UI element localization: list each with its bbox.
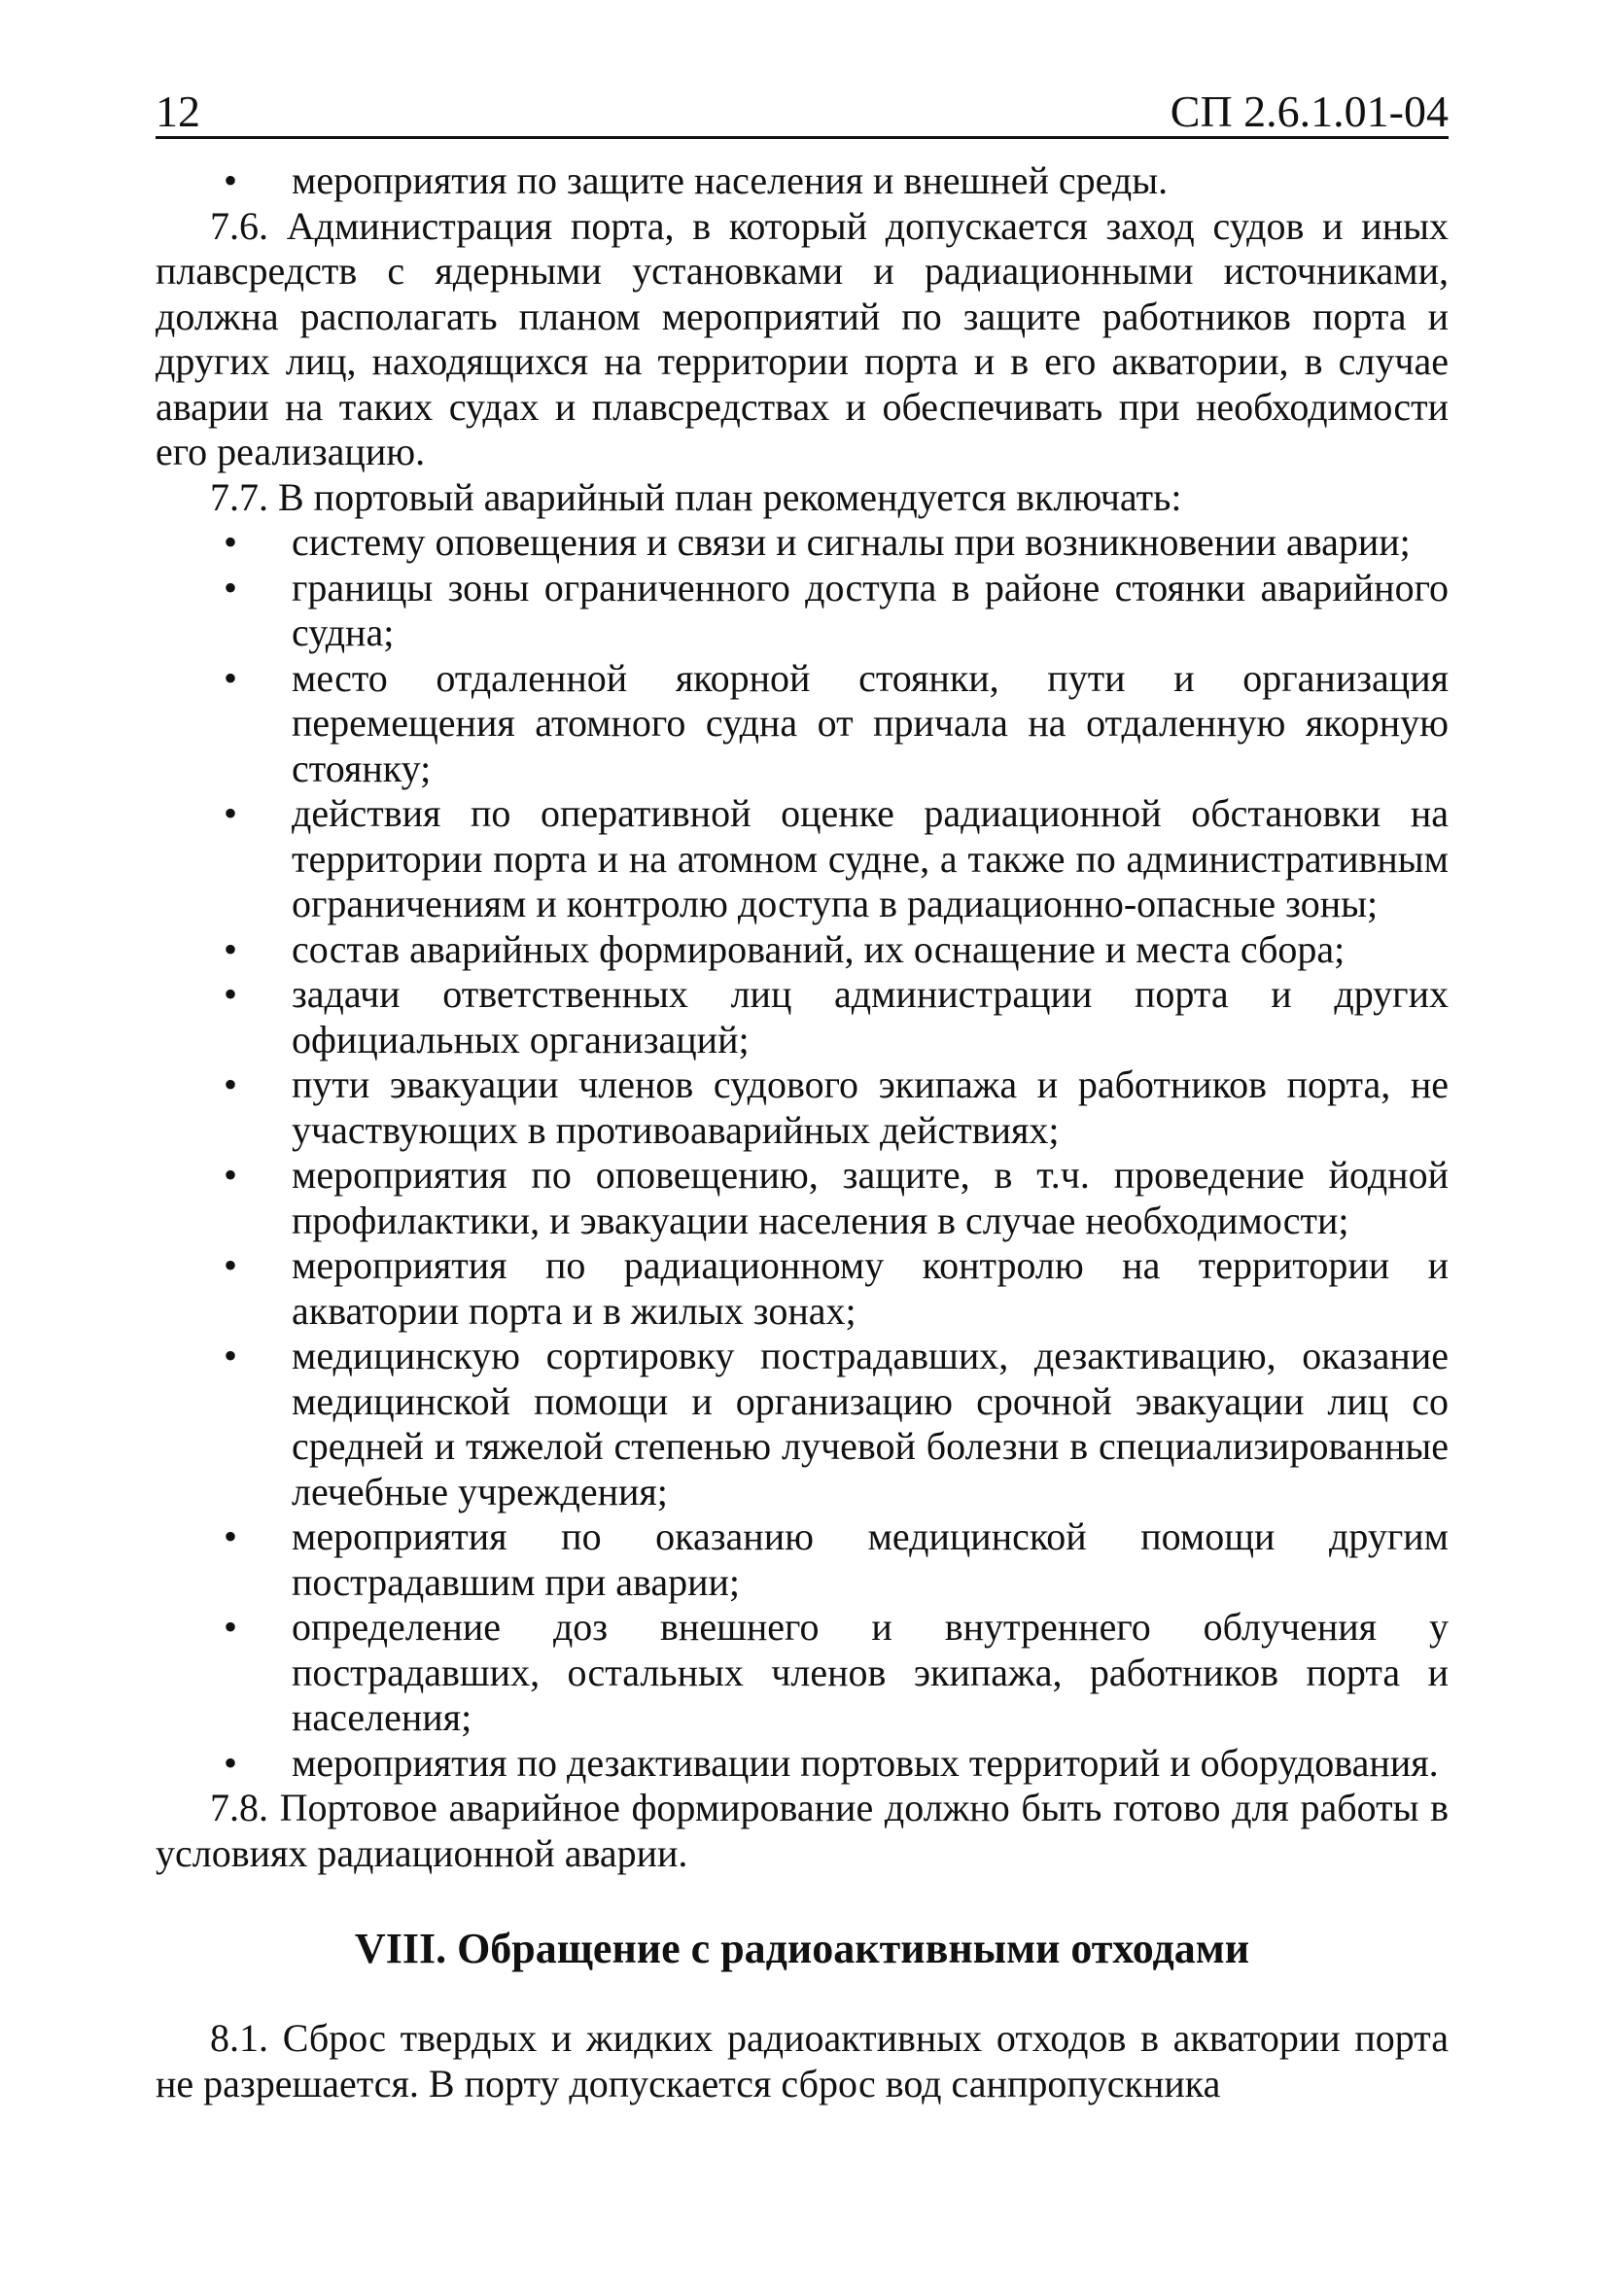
paragraph-7-7: 7.7. В портовый аварийный план рекомендуется включать: bbox=[210, 474, 1182, 519]
section-title: VIII. Обращение с радиоактивными отходами bbox=[354, 1925, 1250, 1972]
document-page bbox=[156, 78, 1449, 2106]
paragraph-7-6: 7.6. Администрация порта, в который допускается заход судов и иных плавсредств с ядерными установками и радиационными источниками, должна располагать планом мероприятий по защите работников порта и других лиц, находящихся на территории порта и в его акватории, в случае аварии на таких судах и плавсредствах и обеспечивать при необходимости его реализацию. bbox=[156, 203, 1449, 473]
list-item: • систему оповещения и связи и сигналы при возникновении аварии; bbox=[156, 520, 1449, 566]
list-item: • мероприятия по дезактивации портовых территорий и оборудования. bbox=[156, 1741, 1449, 1787]
page-number: 12 bbox=[156, 87, 200, 136]
list-item: • мероприятия по оповещению, защите, в т.ч. проведение йодной профилактики, и эвакуации населения в случае необходимости; bbox=[156, 1153, 1449, 1243]
page-header bbox=[156, 78, 1449, 139]
list-item: • действия по оперативной оценке радиационной обстановки на территории порта и на атомном судне, а также по административным ограничениям и контролю доступа в радиационно-опасные зоны; bbox=[156, 791, 1449, 927]
list-item: • состав аварийных формирований, их оснащение и места сбора; bbox=[156, 927, 1449, 973]
document-body bbox=[156, 158, 1449, 2106]
paragraph-7-8: 7.8. Портовое аварийное формирование должно быть готово для работы в условиях радиационной аварии. bbox=[156, 1786, 1449, 1875]
list-item: • мероприятия по защите населения и внешней среды. bbox=[156, 158, 1449, 204]
paragraph-8-1: 8.1. Сброс твердых и жидких радиоактивных отходов в акватории порта не разрешается. В порту допускается сброс вод санпропускника bbox=[156, 2016, 1449, 2105]
list-item: • медицинскую сортировку пострадавших, дезактивацию, оказание медицинской помощи и организацию срочной эвакуации лиц со средней и тяжелой степенью лучевой болезни в специализированные лечебные учреждения; bbox=[156, 1334, 1449, 1514]
intro-bullet-list bbox=[156, 158, 1449, 204]
document-code: СП 2.6.1.01-04 bbox=[1170, 87, 1449, 136]
emergency-plan-list bbox=[156, 520, 1449, 1786]
list-item: • определение доз внешнего и внутреннего облучения у пострадавших, остальных членов экипажа, работников порта и населения; bbox=[156, 1605, 1449, 1741]
list-item: • мероприятия по радиационному контролю на территории и акватории порта и в жилых зонах; bbox=[156, 1243, 1449, 1334]
list-item: • пути эвакуации членов судового экипажа и работников порта, не участвующих в противоаварийных действиях; bbox=[156, 1062, 1449, 1153]
list-item: • место отдаленной якорной стоянки, пути и организация перемещения атомного судна от причала на отдаленную якорную стоянку; bbox=[156, 656, 1449, 792]
list-item: • задачи ответственных лиц администрации порта и других официальных организаций; bbox=[156, 972, 1449, 1062]
list-item: • границы зоны ограниченного доступа в районе стоянки аварийного судна; bbox=[156, 566, 1449, 656]
list-item: • мероприятия по оказанию медицинской помощи другим пострадавшим при аварии; bbox=[156, 1514, 1449, 1605]
